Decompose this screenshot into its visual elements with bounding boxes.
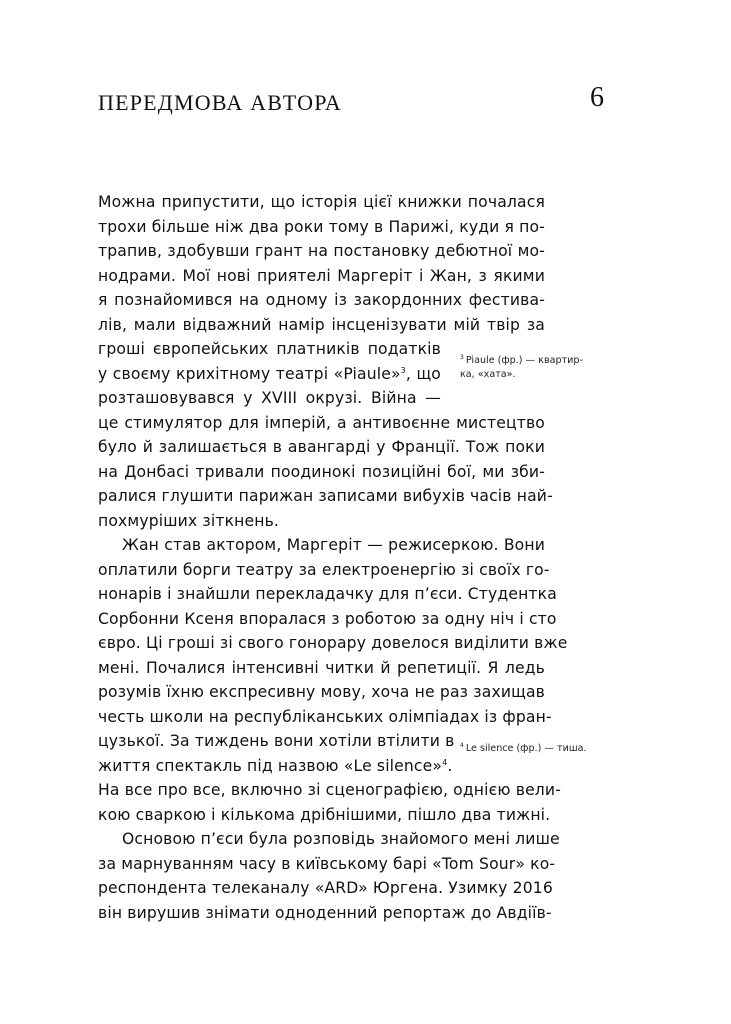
text-line: я познайомився на одному із закордонних фестива- — [98, 291, 545, 309]
text-line — [98, 362, 441, 387]
text-fragment: життя спектакль під назвою «Le silence» — [98, 756, 443, 775]
text-fragment: , що — [405, 364, 441, 383]
text-line: цузької. За тиждень вони хотіли втілити в — [98, 732, 455, 750]
text-line: на Донбасі тривали поодинокі позиційні бої, ми зби- — [98, 462, 545, 481]
text-line: трапив, здобувши грант на постановку дебютної мо- — [98, 242, 545, 260]
text-line: розташовувався у XVIII окрузі. Війна — — [98, 389, 441, 407]
chapter-title: ПЕРЕДМОВА АВТОРА — [98, 90, 342, 115]
footnote-mark: 4 — [460, 742, 464, 749]
text-line: мені. Почалися інтенсивні читки й репетиції. Я ледь — [98, 658, 545, 677]
text-line: На все про все, включно зі сценографією, однією вели- — [98, 781, 561, 799]
text-line: ралися глушити парижан записами вибухів часів най- — [98, 487, 553, 505]
footnote-mark: 3 — [460, 354, 464, 361]
text-line: Жан став актором, Маргеріт — режисеркою. Вони — [122, 536, 545, 554]
text-line: нодрами. Мої нові приятелі Маргеріт і Жан, з якими — [98, 266, 545, 285]
text-line: Сорбонни Ксеня впоралася з роботою за одну ніч і сто — [98, 609, 557, 628]
text-line: кою сваркою і кількома дрібнішими, пішло два тижні. — [98, 805, 551, 824]
footnote-ref-3: 3 — [400, 365, 406, 375]
footnote-text: Le silence (фр.) — тиша. — [465, 743, 587, 754]
text-line: оплатили борги театру за електроенергію зі своїх го- — [98, 560, 550, 579]
text-line: гроші європейських платників податків — [98, 340, 441, 358]
footnote-line: ка, «хата». — [460, 369, 516, 380]
footnote-text: Piaule (фр.) — квартир- — [465, 355, 583, 366]
text-line: євро. Ці гроші зі свого гонорару довелося виділити вже — [98, 634, 568, 652]
text-line: розумів їхню експресивну мову, хоча не раз захищав — [98, 683, 545, 701]
footnote-ref-4: 4 — [442, 757, 448, 767]
text-line: за марнуванням часу в київському барі «Tom Sour» ко- — [98, 854, 556, 873]
text-line: трохи більше ніж два роки тому в Парижі, куди я по- — [98, 217, 545, 236]
text-line: честь школи на республіканських олімпіадах із фран- — [98, 707, 552, 726]
text-line: нонарів і знайшли перекладачку для п’єси. Студентка — [98, 585, 557, 603]
footnote-line — [460, 354, 583, 369]
text-line: було й залишається в авангарді у Франції. Тож поки — [98, 438, 545, 456]
page-number: 6 — [590, 82, 604, 113]
text-fragment: у своєму крихітному театрі «Piaule» — [98, 364, 401, 383]
text-line: похмуріших зіткнень. — [98, 511, 280, 530]
text-line: Можна припустити, що історія цієї книжки почалася — [98, 193, 545, 211]
text-line: Основою п’єси була розповідь знайомого мені лише — [122, 830, 560, 848]
text-line: це стимулятор для імперій, а антивоєнне мистецтво — [98, 413, 545, 432]
text-fragment: . — [447, 756, 453, 775]
text-line — [98, 754, 453, 779]
text-line: лів, мали відважний намір інсценізувати мій твір за — [98, 315, 545, 334]
footnote-line — [460, 742, 587, 757]
text-line: він вирушив знімати одноденний репортаж до Авдіїв- — [98, 903, 552, 922]
text-line: респондента телеканалу «ARD» Юргена. Узимку 2016 — [98, 879, 553, 897]
